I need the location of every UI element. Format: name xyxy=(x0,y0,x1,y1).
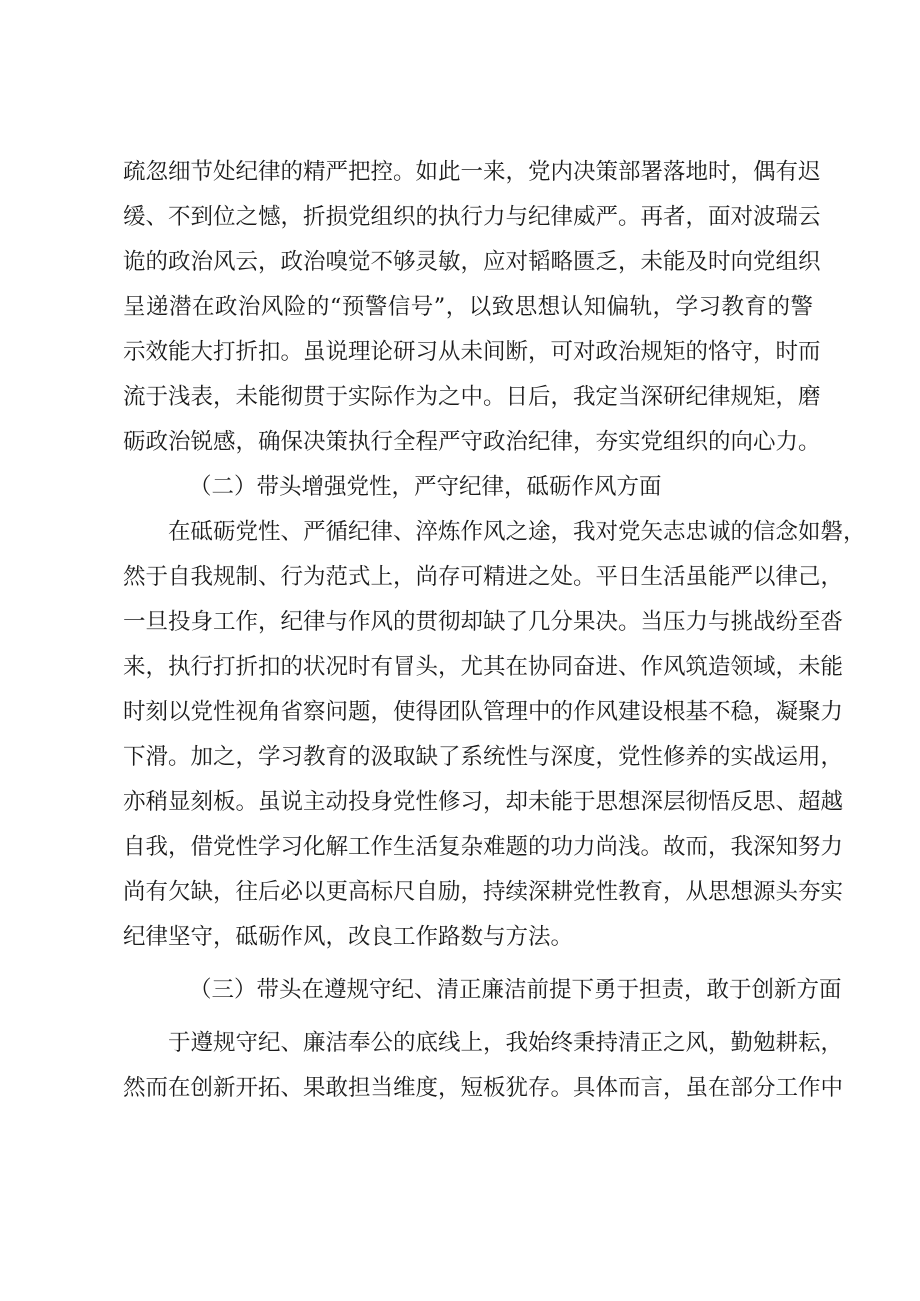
paragraph-1-line-6: 流于浅表，未能彻贯于实际作为之中。日后，我定当深研纪律规矩，磨 xyxy=(123,384,821,410)
paragraph-3-line-2: 然而在创新开拓、果敢担当维度，短板犹存。具体而言，虽在部分工作中 xyxy=(123,1075,844,1101)
paragraph-2-line-8: 自我，借党性学习化解工作生活复杂难题的功力尚浅。故而，我深知努力 xyxy=(123,834,844,860)
paragraph-2-line-3: 一旦投身工作，纪律与作风的贯彻却缺了几分果决。当压力与挑战纷至沓 xyxy=(123,609,844,635)
paragraph-2-line-4: 来，执行打折扣的状况时有冒头，尤其在协同奋进、作风筑造领域，未能 xyxy=(123,654,844,680)
document-body xyxy=(123,150,866,1111)
paragraph-2-line-5: 时刻以党性视角省察问题，使得团队管理中的作风建设根基不稳，凝聚力 xyxy=(123,699,844,725)
paragraph-2-line-9: 尚有欠缺，往后必以更高标尺自励，持续深耕党性教育，从思想源头夯实 xyxy=(123,879,844,905)
paragraph-1-line-5: 示效能大打折扣。虽说理论研习从未间断，可对政治规矩的恪守，时而 xyxy=(123,339,821,365)
section-heading-2: （二）带头增强党性，严守纪律，砥砺作风方面 xyxy=(189,474,662,500)
paragraph-1-line-1: 疏忽细节处纪律的精严把控。如此一来，党内决策部署落地时，偶有迟 xyxy=(123,159,821,185)
paragraph-2-line-7: 亦稍显刻板。虽说主动投身党性修习，却未能于思想深层彻悟反思、超越 xyxy=(123,789,844,815)
section-heading-3: （三）带头在遵规守纪、清正廉洁前提下勇于担责，敢于创新方面 xyxy=(189,977,842,1003)
paragraph-2-line-2: 然于自我规制、行为范式上，尚存可精进之处。平日生活虽能严以律己， xyxy=(123,564,844,590)
paragraph-2-line-1: 在砥砺党性、严循纪律、淬炼作风之途，我对党矢志忠诚的信念如磐， xyxy=(168,519,866,545)
paragraph-1-line-7: 砺政治锐感，确保决策执行全程严守政治纪律，夯实党组织的向心力。 xyxy=(123,429,821,455)
paragraph-2-line-6: 下滑。加之，学习教育的汲取缺了系统性与深度，党性修养的实战运用， xyxy=(123,744,844,770)
paragraph-3-line-1: 于遵规守纪、廉洁奉公的底线上，我始终秉持清正之风，勤勉耕耘， xyxy=(168,1030,844,1056)
paragraph-1-line-2: 缓、不到位之憾，折损党组织的执行力与纪律威严。再者，面对波瑞云 xyxy=(123,204,821,230)
paragraph-2-line-10: 纪律坚守，砥砺作风，改良工作路数与方法。 xyxy=(123,924,574,950)
paragraph-1-line-4: 呈递潜在政治风险的“预警信号”，以致思想认知偏轨，学习教育的警 xyxy=(123,294,813,320)
paragraph-1-line-3: 诡的政治风云，政治嗅觉不够灵敏，应对韬略匮乏，未能及时向党组织 xyxy=(123,249,821,275)
